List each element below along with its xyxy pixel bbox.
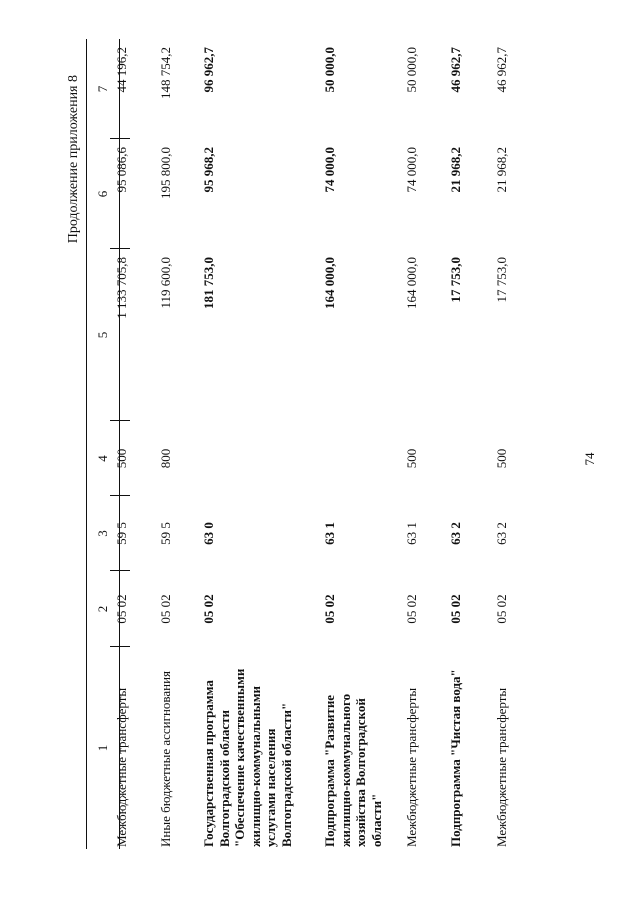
row-amount-col7: 50 000,0 xyxy=(322,47,337,93)
row-section-code: 05 02 xyxy=(322,594,337,624)
row-amount-col6: 21 968,2 xyxy=(448,147,463,193)
row-name: Подпрограмма "Чистая вода" xyxy=(448,669,463,847)
row-target-code: 59 5 xyxy=(158,522,173,545)
row-amount-col6: 95 086,6 xyxy=(114,147,129,193)
row-section-code: 05 02 xyxy=(201,594,216,624)
column-header-7: 7 xyxy=(94,85,110,93)
row-section-code: 05 02 xyxy=(404,594,419,624)
row-target-code: 63 1 xyxy=(404,522,419,545)
row-target-code: 63 0 xyxy=(201,522,216,545)
budget-table xyxy=(86,39,516,849)
row-name: Подпрограмма "Развитие жилищно-коммунального хозяйства Волгоградской области" xyxy=(322,693,384,847)
row-amount-col5: 1 133 705,8 xyxy=(114,257,129,319)
row-amount-col7: 96 962,7 xyxy=(201,47,216,93)
row-section-code: 05 02 xyxy=(158,594,173,624)
column-header-1: 1 xyxy=(94,744,110,752)
row-amount-col6: 21 968,2 xyxy=(494,147,509,193)
row-amount-col5: 17 753,0 xyxy=(494,257,509,303)
row-amount-col6: 74 000,0 xyxy=(404,147,419,193)
row-amount-col7: 44 196,2 xyxy=(114,47,129,93)
row-target-code: 63 2 xyxy=(494,522,509,545)
row-amount-col6: 74 000,0 xyxy=(322,147,337,193)
row-target-code: 63 2 xyxy=(448,522,463,545)
column-header-4: 4 xyxy=(94,455,110,462)
row-amount-col5: 164 000,0 xyxy=(322,257,337,309)
row-amount-col5: 119 600,0 xyxy=(158,257,173,309)
column-header-6: 6 xyxy=(94,190,110,198)
row-amount-col5: 181 753,0 xyxy=(201,257,216,309)
row-expense-code: 500 xyxy=(114,448,129,469)
row-amount-col5: 164 000,0 xyxy=(404,257,419,309)
column-header-3: 3 xyxy=(94,530,110,537)
column-header-2: 2 xyxy=(94,605,110,613)
row-section-code: 05 02 xyxy=(448,594,463,624)
row-name: Межбюджетные трансферты xyxy=(404,687,419,847)
row-section-code: 05 02 xyxy=(494,594,509,624)
row-amount-col5: 17 753,0 xyxy=(448,257,463,303)
row-target-code: 59 5 xyxy=(114,522,129,545)
row-name: Государственная программа Волгоградской области "Обеспечение качественными жилищно-коммунальными услугами населения Волгоградской области" xyxy=(201,668,294,847)
column-header-5: 5 xyxy=(94,331,110,339)
row-amount-col7: 148 754,2 xyxy=(158,47,173,99)
row-expense-code: 500 xyxy=(404,448,419,469)
row-amount-col7: 50 000,0 xyxy=(404,47,419,93)
row-amount-col7: 46 962,7 xyxy=(448,47,463,93)
row-section-code: 05 02 xyxy=(114,594,129,624)
row-expense-code: 500 xyxy=(494,448,509,469)
row-name: Межбюджетные трансферты xyxy=(494,687,509,847)
row-expense-code: 800 xyxy=(158,448,173,469)
row-name: Иные бюджетные ассигнования xyxy=(158,670,173,847)
row-name: Межбюджетные трансферты xyxy=(114,687,129,847)
row-amount-col6: 95 968,2 xyxy=(201,147,216,193)
row-amount-col7: 46 962,7 xyxy=(494,47,509,93)
row-amount-col6: 195 800,0 xyxy=(158,147,173,199)
page-number: 74 xyxy=(582,452,597,466)
appendix-caption: Продолжение приложения 8 xyxy=(66,75,81,244)
row-target-code: 63 1 xyxy=(322,522,337,545)
